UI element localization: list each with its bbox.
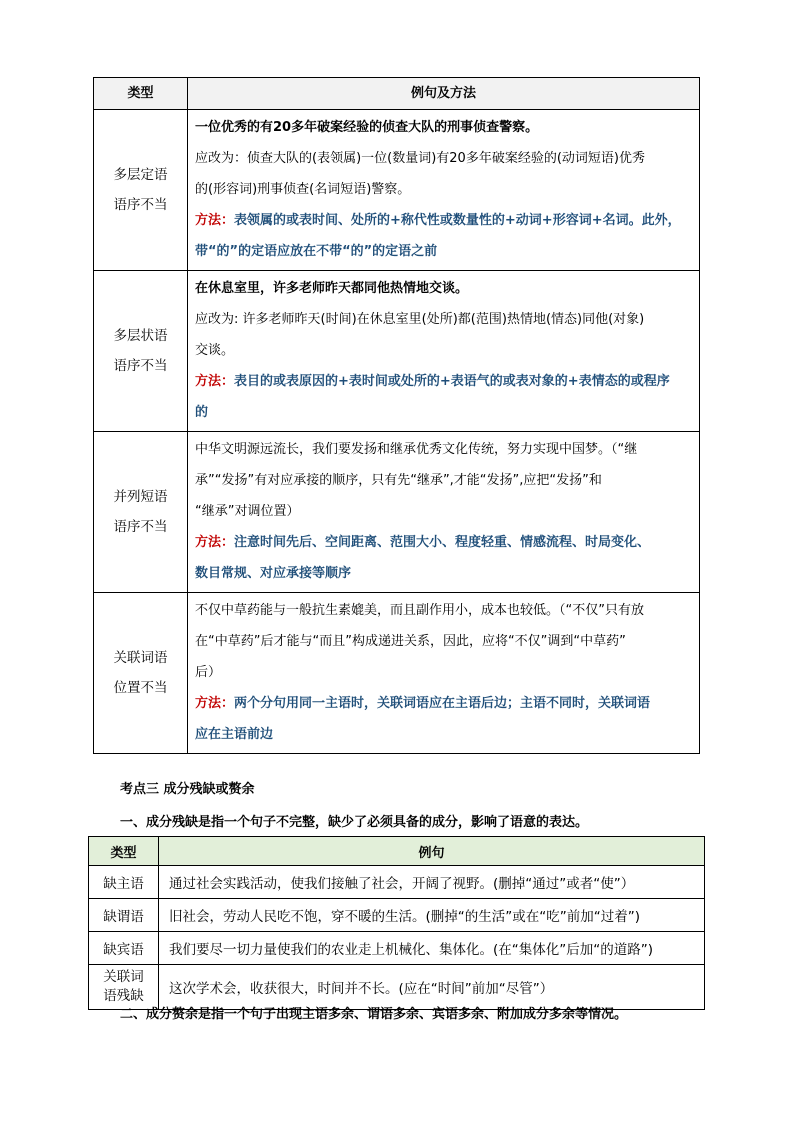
header-type: 类型 [89, 837, 159, 866]
row-type [94, 271, 188, 432]
method-line [195, 366, 693, 397]
method-label: 方法： [195, 213, 235, 228]
correction-line: 交谈。 [195, 343, 235, 358]
table-row [94, 110, 700, 271]
type-line: 多层定语 [113, 167, 168, 183]
row-type: 缺宾语 [89, 932, 159, 965]
method-label: 方法： [195, 374, 235, 389]
type-line: 并列短语 [113, 489, 168, 505]
row-type: 缺主语 [89, 866, 159, 899]
header-example: 例句 [159, 837, 705, 866]
type-line: 多层状语 [113, 328, 168, 344]
example-line: 后） [195, 665, 222, 680]
type-line: 关联词语 [113, 650, 168, 666]
table-row [89, 899, 705, 932]
type-line: 位置不当 [113, 680, 168, 696]
type-line: 语残缺 [103, 988, 144, 1004]
example-line: “继承”对调位置） [195, 504, 300, 519]
method-label: 方法： [195, 535, 235, 550]
example-line: 不仅中草药能与一般抗生素媲美，而且副作用小，成本也较低。（“不仅”只有放 [195, 603, 644, 618]
row-type: 缺谓语 [89, 899, 159, 932]
example-sentence: 一位优秀的有20多年破案经验的侦查大队的刑事侦查警察。 [195, 120, 539, 135]
correction-line: 应改为: 许多老师昨天(时间)在休息室里(处所)都(范围)热情地(情态)同他(对象) [195, 312, 645, 327]
paragraph-redundant-components: 二、成分赘余是指一个句子出现主语多余、谓语多余、宾语多余、附加成分多余等情况。 [120, 1007, 628, 1022]
row-example: 旧社会，劳动人民吃不饱，穿不暖的生活。(删掉“的生活”或在“吃”前加“过着”) [159, 899, 705, 932]
correction-line: 的(形容词)刑事侦查(名词短语)警察。 [195, 182, 411, 197]
method-text: 表领属的或表时间、处所的+称代性或数量性的+动词+形容词+名词。此外， [234, 213, 681, 228]
table-row [89, 866, 705, 899]
row-content [188, 110, 700, 271]
example-line: 中华文明源远流长，我们要发扬和继承优秀文化传统，努力实现中国梦。（“继 [195, 442, 638, 457]
paragraph-missing-components: 一、成分残缺是指一个句子不完整，缺少了必须具备的成分，影响了语意的表达。 [120, 815, 589, 830]
table-header-row [89, 837, 705, 866]
type-line: 语序不当 [113, 197, 168, 213]
row-content [188, 271, 700, 432]
table-row [94, 593, 700, 754]
example-line: 承”“发扬”有对应承接的顺序，只有先“继承”,才能“发扬”,应把“发扬”和 [195, 473, 602, 488]
type-line: 关联词 [103, 969, 144, 985]
table-header-row [94, 78, 700, 110]
row-content [188, 432, 700, 593]
row-type [94, 593, 188, 754]
table-missing-components [88, 836, 705, 1010]
type-line: 语序不当 [113, 519, 168, 535]
method-line [195, 688, 693, 719]
method-label: 方法： [195, 696, 235, 711]
row-example: 通过社会实践活动，使我们接触了社会，开阔了视野。(删掉“通过”或者“使”） [159, 866, 705, 899]
method-text: 带“的”的定语应放在不带“的”的定语之前 [195, 244, 438, 259]
table-row [94, 271, 700, 432]
method-text: 数目常规、对应承接等顺序 [195, 566, 352, 581]
header-type: 类型 [94, 78, 188, 110]
header-example-method: 例句及方法 [188, 78, 700, 110]
section-title: 考点三 成分残缺或赘余 [120, 782, 255, 797]
row-type [94, 110, 188, 271]
example-line: 在“中草药”后才能与“而且”构成递进关系，因此，应将“不仅”调到“中草药” [195, 634, 626, 649]
row-type [94, 432, 188, 593]
method-line [195, 205, 693, 236]
table-row [89, 932, 705, 965]
table-row [94, 432, 700, 593]
row-content [188, 593, 700, 754]
example-sentence: 在休息室里，许多老师昨天都同他热情地交谈。 [195, 281, 469, 296]
method-text: 应在主语前边 [195, 727, 274, 742]
method-text: 的 [195, 405, 209, 420]
table-word-order [93, 77, 700, 754]
type-line: 语序不当 [113, 358, 168, 374]
method-text: 表目的或表原因的+表时间或处所的+表语气的或表对象的+表情态的或程序 [234, 374, 670, 389]
correction-line: 应改为：侦查大队的(表领属)一位(数量词)有20多年破案经验的(动词短语)优秀 [195, 151, 645, 166]
method-text: 两个分句用同一主语时，关联词语应在主语后边；主语不同时，关联词语 [234, 696, 651, 711]
method-line [195, 527, 693, 558]
method-text: 注意时间先后、空间距离、范围大小、程度轻重、情感流程、时局变化、 [234, 535, 651, 550]
row-example: 我们要尽一切力量使我们的农业走上机械化、集体化。(在“集体化”后加“的道路”) [159, 932, 705, 965]
row-example: 这次学术会，收获很大，时间并不长。(应在“时间”前加“尽管”） [159, 965, 705, 1010]
